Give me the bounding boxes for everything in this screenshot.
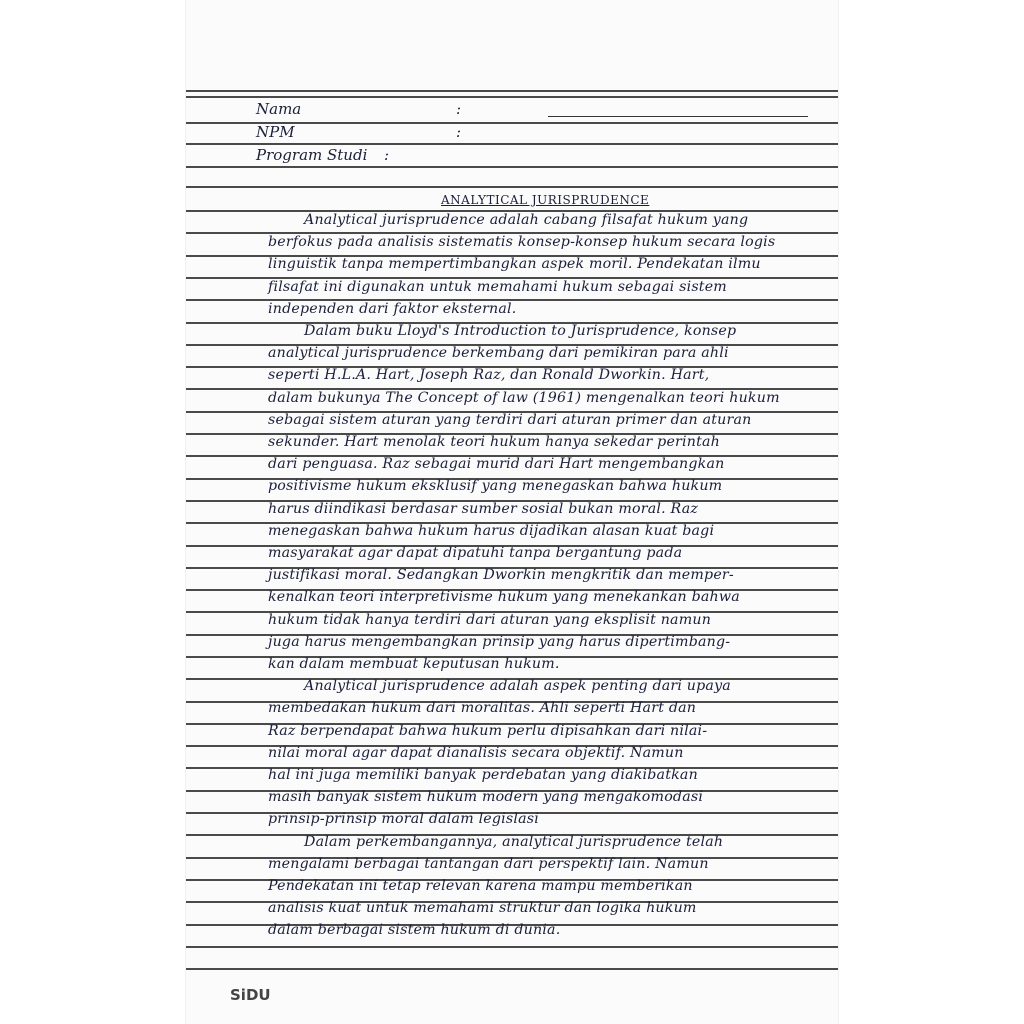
essay-line: hal ini juga memiliki banyak perdebatan yang diakibatkan [268,767,698,783]
essay-line: sekunder. Hart menolak teori hukum hanya sekedar perintah [268,434,721,450]
ruled-line [186,968,838,970]
essay-line: masyarakat agar dapat dipatuhi tanpa bergantung pada [268,545,683,561]
name-fill-line [548,116,808,117]
essay-line: sebagai sistem aturan yang terdiri dari aturan primer dan aturan [268,411,752,428]
essay-line: Analytical jurisprudence adalah aspek penting dari upaya [304,678,731,695]
essay-line: justifikasi moral. Sedangkan Dworkin mengkritik dan memper- [268,567,734,584]
program-row [256,146,390,164]
essay-line: menegaskan bahwa hukum harus dijadikan alasan kuat bagi [268,522,715,539]
essay-line: masih banyak sistem hukum modern yang mengakomodasi [268,789,704,806]
essay-line: Analytical jurisprudence adalah cabang filsafat hukum yang [304,212,749,228]
ruled-line [186,946,838,948]
name-label: Nama [256,100,302,118]
npm-colon: : [456,123,462,141]
name-colon: : [456,100,462,118]
essay-title: ANALYTICAL JURISPRUDENCE [441,193,650,207]
notebook-page [186,0,838,1024]
essay-line: kan dalam membuat keputusan hukum. [268,656,560,672]
essay-line: kenalkan teori interpretivisme hukum yang menekankan bahwa [268,589,740,606]
essay-line: harus diindikasi berdasar sumber sosial bukan moral. Raz [268,500,699,517]
ruled-line [186,166,838,168]
essay-line: Dalam perkembangannya, analytical jurisprudence telah [304,833,724,850]
essay-line: mengalami berbagai tantangan dari perspektif lain. Namun [268,855,709,872]
essay-line: membedakan hukum dari moralitas. Ahli seperti Hart dan [268,700,697,717]
essay-line: seperti H.L.A. Hart, Joseph Raz, dan Ronald Dworkin. Hart, [268,367,710,384]
essay-line: linguistik tanpa mempertimbangkan aspek moril. Pendekatan ilmu [268,256,761,273]
ruled-line [186,96,838,98]
essay-line: Dalam buku Lloyd's Introduction to Jurisprudence, konsep [304,323,737,339]
essay-line: independen dari faktor eksternal. [268,300,517,317]
essay-line: dari penguasa. Raz sebagai murid dari Hart mengembangkan [268,456,725,473]
program-label: Program Studi [256,146,368,164]
essay-line: nilai moral agar dapat dianalisis secara objektif. Namun [268,744,684,761]
program-colon: : [384,146,390,164]
ruled-line [186,186,838,188]
essay-line: positivisme hukum eksklusif yang menegaskan bahwa hukum [268,478,723,495]
essay-line: Raz berpendapat bahwa hukum perlu dipisahkan dari nilai- [268,722,708,739]
essay-line: prinsip-prinsip moral dalam legislasi [268,811,540,828]
npm-label: NPM [256,123,295,141]
essay-line: analisis kuat untuk memahami struktur dan logika hukum [268,900,697,917]
essay-line: analytical jurisprudence berkembang dari pemikiran para ahli [268,345,729,362]
name-row [256,100,462,118]
essay-line: berfokus pada analisis sistematis konsep-konsep hukum secara logis [268,234,776,251]
npm-row [256,123,462,141]
essay-line: juga harus mengembangkan prinsip yang harus dipertimbang- [268,633,731,650]
essay-line: filsafat ini digunakan untuk memahami hukum sebagai sistem [268,278,727,295]
essay-line: dalam bukunya The Concept of law (1961) mengenalkan teori hukum [268,389,780,406]
brand-logo: SiDU [230,986,271,1004]
essay-line: dalam berbagai sistem hukum di dunia. [268,922,561,939]
ruled-line [186,143,838,145]
essay-line: Pendekatan ini tetap relevan karena mampu memberikan [268,878,693,894]
essay-line: hukum tidak hanya terdiri dari aturan yang eksplisit namun [268,611,712,628]
ruled-line [186,90,838,92]
